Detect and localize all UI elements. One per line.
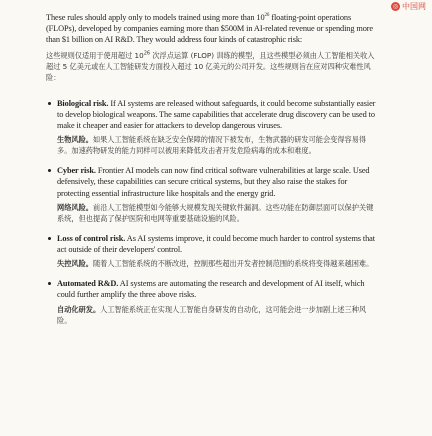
risk-en [57, 278, 380, 300]
risk-term: Loss of control risk. [57, 233, 126, 243]
intro-zh-exponent: 26 [143, 50, 151, 57]
watermark [391, 1, 426, 12]
intro-paragraph-en [46, 12, 380, 46]
risk-list [46, 98, 380, 326]
risk-text: Frontier AI models can now find critical software vulnerabilities at large scale. Used defensively, these capabilities can secure critical systems, but they also raise the stakes for protecting essential infrastructure like hospitals and the energy grid. [57, 166, 370, 198]
list-item [46, 233, 380, 269]
intro-zh-text-1: 这些规则仅适用于使用超过 10 [46, 50, 144, 60]
intro-en-text-1: These rules should apply only to models trained using more than 10 [46, 13, 265, 22]
risk-term: Biological risk. [57, 98, 109, 108]
risk-text-zh: 如果人工智能系统在缺乏安全保障的情况下被发布，生物武器的研发可能会变得容易得多。加速药物研发的能力同样可以被用来降低攻击者开发危险病毒的成本和难度。 [57, 135, 367, 156]
risk-text-zh: 随着人工智能系统的不断改进，控制那些超出开发者控制范围的系统将变得越来越困难。 [92, 259, 374, 269]
risk-term-zh: 网络风险。 [57, 202, 93, 212]
intro-zh-text-2: 次浮点运算 (FLOP) 训练的模型，且这些模型必须由人工智能相关收入超过 5 亿美元或在人工智能研发方面投入超过 10 亿美元的公司开发。这些规则旨在应对四种灾难性风险： [46, 50, 375, 82]
risk-term-zh: 失控风险。 [57, 259, 93, 269]
list-item [46, 278, 380, 325]
list-item [46, 98, 380, 157]
risk-zh [57, 134, 380, 156]
intro-paragraph-zh [46, 50, 380, 83]
risk-zh [57, 304, 380, 326]
risk-en [57, 165, 380, 199]
article-body [46, 12, 380, 335]
risk-zh [57, 258, 380, 269]
list-item [46, 165, 380, 224]
risk-en [57, 98, 380, 132]
risk-text-zh: 前沿人工智能模型如今能够大规模发现关键软件漏洞。这些功能在防御层面可以保护关键系统，但也提高了保护医院和电网等重要基础设施的风险。 [57, 202, 374, 223]
risk-term-zh: 自动化研发。 [57, 304, 101, 314]
watermark-text: 中国网 [402, 2, 426, 11]
watermark-logo-icon: ◎ [392, 3, 399, 10]
risk-text: AI systems are automating the research and development of AI itself, which could further amplify the three above risks. [57, 279, 365, 300]
risk-zh [57, 202, 380, 224]
intro-en-text-2: floating-point operations (FLOPs), developed by companies earning more than $500M in AI-related revenue or spending more than $1 billion on AI R&D. They would address four kinds of catastrophic risk: [46, 13, 373, 45]
intro-en-exponent: 26 [264, 13, 270, 19]
risk-text: As AI systems improve, it could become much harder to control systems that act outside of their developers' control. [57, 233, 375, 255]
risk-term: Automated R&D. [57, 279, 119, 289]
risk-term-zh: 生物风险。 [57, 135, 93, 145]
risk-text: If AI systems are released without safeguards, it could become substantially easier to develop biological weapons. The same capabilities that accelerate drug discovery can be used to make it cheaper and easier for attackers to develop dangerous viruses. [57, 98, 376, 131]
risk-text-zh: 人工智能系统正在实现人工智能自身研发的自动化，这可能会进一步加剧上述三种风险。 [57, 304, 367, 325]
risk-en [57, 233, 380, 255]
risk-term: Cyber risk. [57, 166, 96, 176]
